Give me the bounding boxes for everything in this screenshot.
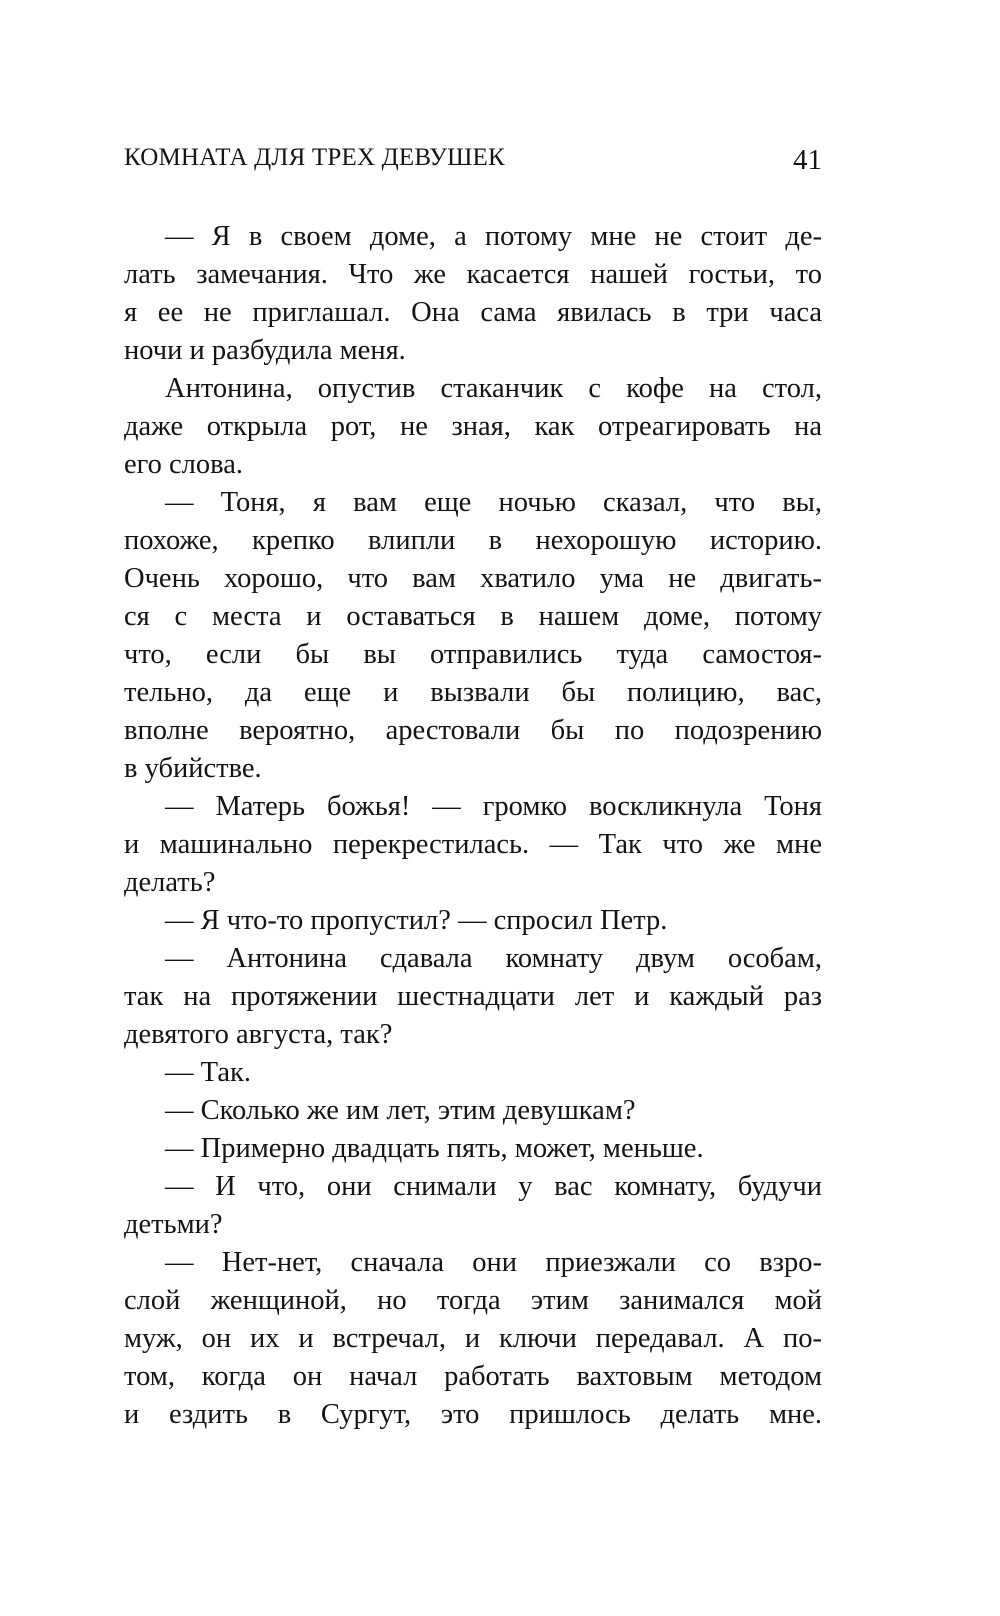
text-line: — Так. <box>165 1057 251 1088</box>
text-line: — Матерь божья! — громко воскликнула Тоня <box>165 791 822 822</box>
page-number: 41 <box>793 144 822 176</box>
text-line: — Антонина сдавала комнату двум особам, <box>165 943 822 974</box>
text-line: — Я что-то пропустил? — спросил Петр. <box>165 905 668 936</box>
text-line: — Примерно двадцать пять, может, меньше. <box>165 1133 704 1164</box>
text-line: — Тоня, я вам еще ночью сказал, что вы, <box>165 487 822 518</box>
text-line: в убийстве. <box>124 753 262 784</box>
text-line: — Нет-нет, сначала они приезжали со взро- <box>165 1247 822 1278</box>
text-line: том, когда он начал работать вахтовым методом <box>124 1361 822 1392</box>
text-line: и машинально перекрестилась. — Так что же мне <box>124 829 822 860</box>
text-line: девятого августа, так? <box>124 1019 393 1050</box>
text-line: ночи и разбудила меня. <box>124 335 406 366</box>
text-line: — Я в своем доме, а потому мне не стоит де- <box>165 221 822 252</box>
text-line: похоже, крепко влипли в нехорошую историю. <box>124 525 822 556</box>
text-line: вполне вероятно, арестовали бы по подозрению <box>124 715 822 746</box>
text-line: детьми? <box>124 1209 223 1240</box>
text-line: и ездить в Сургут, это пришлось делать мне. <box>124 1399 822 1430</box>
text-line: делать? <box>124 867 216 898</box>
text-line: Очень хорошо, что вам хватило ума не двигать- <box>124 563 822 594</box>
text-line: — Сколько же им лет, этим девушкам? <box>165 1095 636 1126</box>
text-line: его слова. <box>124 449 243 480</box>
text-line: лать замечания. Что же касается нашей гостьи, то <box>124 259 822 290</box>
page-header <box>124 138 822 178</box>
running-title: КОМНАТА ДЛЯ ТРЕХ ДЕВУШЕК <box>124 144 505 171</box>
body-text <box>124 218 822 1434</box>
text-line: я ее не приглашал. Она сама явилась в три часа <box>124 297 822 328</box>
text-line: ся с места и оставаться в нашем доме, потому <box>124 601 822 632</box>
text-line: что, если бы вы отправились туда самостоя- <box>124 639 822 670</box>
text-line: — И что, они снимали у вас комнату, будучи <box>165 1171 822 1202</box>
text-line: так на протяжении шестнадцати лет и каждый раз <box>124 981 822 1012</box>
text-line: Антонина, опустив стаканчик с кофе на стол, <box>165 373 822 404</box>
text-line: муж, он их и встречал, и ключи передавал. А по- <box>124 1323 822 1354</box>
text-line: тельно, да еще и вызвали бы полицию, вас, <box>124 677 822 708</box>
text-line: слой женщиной, но тогда этим занимался мой <box>124 1285 822 1316</box>
text-line: даже открыла рот, не зная, как отреагировать на <box>124 411 822 442</box>
